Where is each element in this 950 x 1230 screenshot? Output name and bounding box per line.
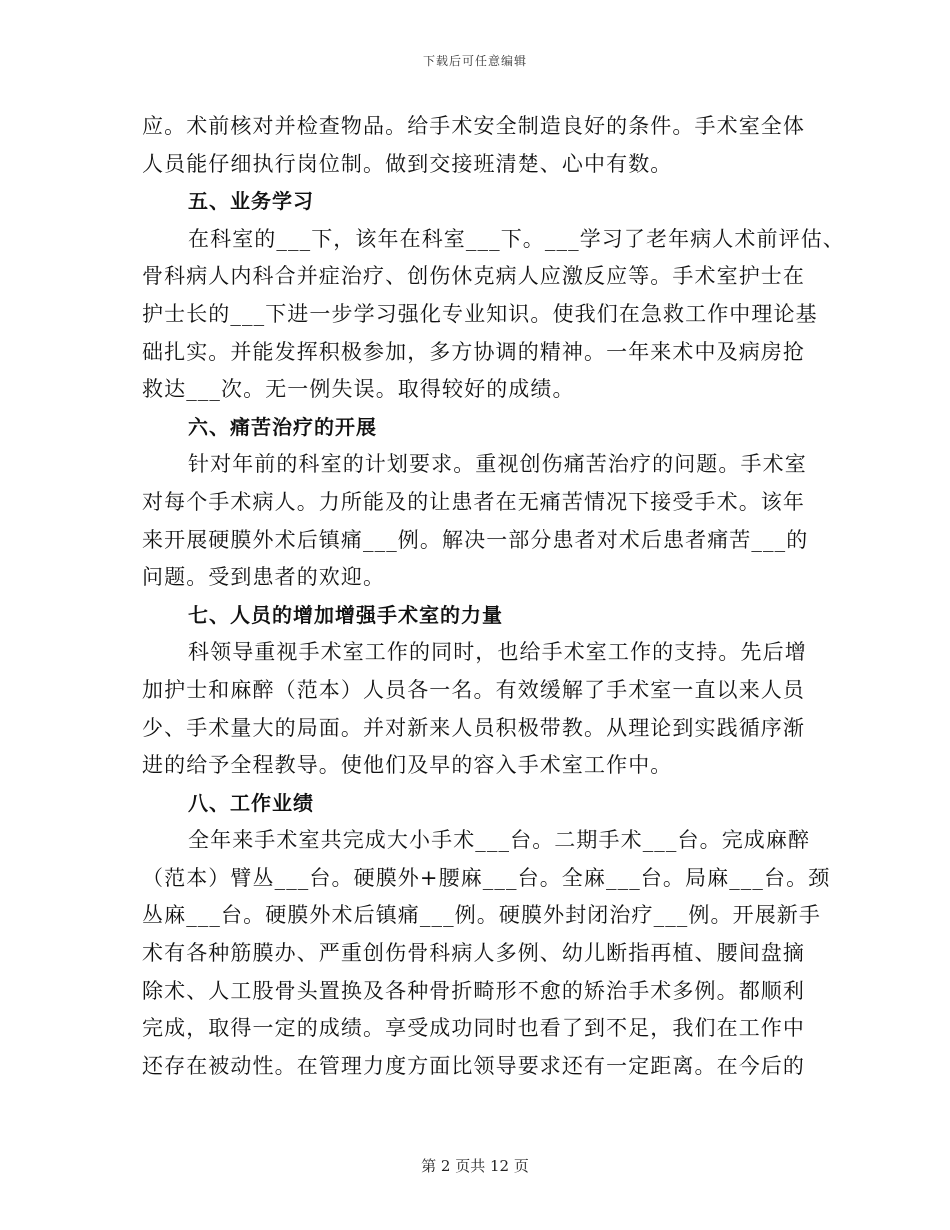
paragraph-line: 对每个手术病人。力所能及的让患者在无痛苦情况下接受手术。该年 xyxy=(142,489,805,514)
paragraph-line: 全年来手术室共完成大小手术___台。二期手术___台。完成麻醉 xyxy=(188,828,811,853)
page-header-note: 下载后可任意编辑 xyxy=(422,54,527,68)
paragraph-line: 人员能仔细执行岗位制。做到交接班清楚、心中有数。 xyxy=(142,151,673,176)
paragraph-line: 除术、人工股骨头置换及各种骨折畸形不愈的矫治手术多例。都顺利 xyxy=(142,978,805,1003)
paragraph-line: 还存在被动性。在管理力度方面比领导要求还有一定距离。在今后的 xyxy=(142,1053,805,1078)
paragraph-line: 护士长的___下进一步学习强化专业知识。使我们在急救工作中理论基 xyxy=(142,301,818,326)
paragraph-line: （范本）臂丛___台。硬膜外+腰麻___台。全麻___台。局麻___台。颈 xyxy=(142,865,831,890)
paragraph-line: 丛麻___台。硬膜外术后镇痛___例。硬膜外封闭治疗___例。开展新手 xyxy=(142,903,821,928)
paragraph-line: 科领导重视手术室工作的同时，也给手术室工作的支持。先后增 xyxy=(188,640,807,665)
section-heading: 六、痛苦治疗的开展 xyxy=(188,414,377,439)
document-body xyxy=(142,108,845,1085)
section-heading: 八、工作业绩 xyxy=(188,790,314,815)
paragraph-line: 针对年前的科室的计划要求。重视创伤痛苦治疗的问题。手术室 xyxy=(188,452,807,477)
paragraph-line: 完成，取得一定的成绩。享受成功同时也看了到不足，我们在工作中 xyxy=(142,1016,805,1041)
section-heading: 五、业务学习 xyxy=(188,189,314,214)
paragraph-line: 来开展硬膜外术后镇痛___例。解决一部分患者对术后患者痛苦___的 xyxy=(142,527,809,552)
page-footer: 第 2 页共 12 页 xyxy=(421,1157,529,1175)
paragraph-line: 础扎实。并能发挥积极参加，多方协调的精神。一年来术中及病房抢 xyxy=(142,339,805,364)
section-heading: 七、人员的增加增强手术室的力量 xyxy=(188,602,503,627)
paragraph-line: 在科室的___下，该年在科室___下。___学习了老年病人术前评估、 xyxy=(188,226,845,251)
paragraph-line: 问题。受到患者的欢迎。 xyxy=(142,565,386,590)
paragraph-line: 进的给予全程教导。使他们及早的容入手术室工作中。 xyxy=(142,753,673,778)
paragraph-line: 救达___次。无一例失误。取得较好的成绩。 xyxy=(142,377,575,402)
paragraph-line: 少、手术量大的局面。并对新来人员积极带教。从理论到实践循序渐 xyxy=(142,715,805,740)
paragraph-line: 加护士和麻醉（范本）人员各一名。有效缓解了手术室一直以来人员 xyxy=(142,677,805,702)
paragraph-line: 骨科病人内科合并症治疗、创伤休克病人应激反应等。手术室护士在 xyxy=(142,264,805,289)
paragraph-line: 应。术前核对并检查物品。给手术安全制造良好的条件。手术室全体 xyxy=(142,114,805,138)
paragraph-line: 术有各种筋膜办、严重创伤骨科病人多例、幼儿断指再植、腰间盘摘 xyxy=(142,941,805,966)
